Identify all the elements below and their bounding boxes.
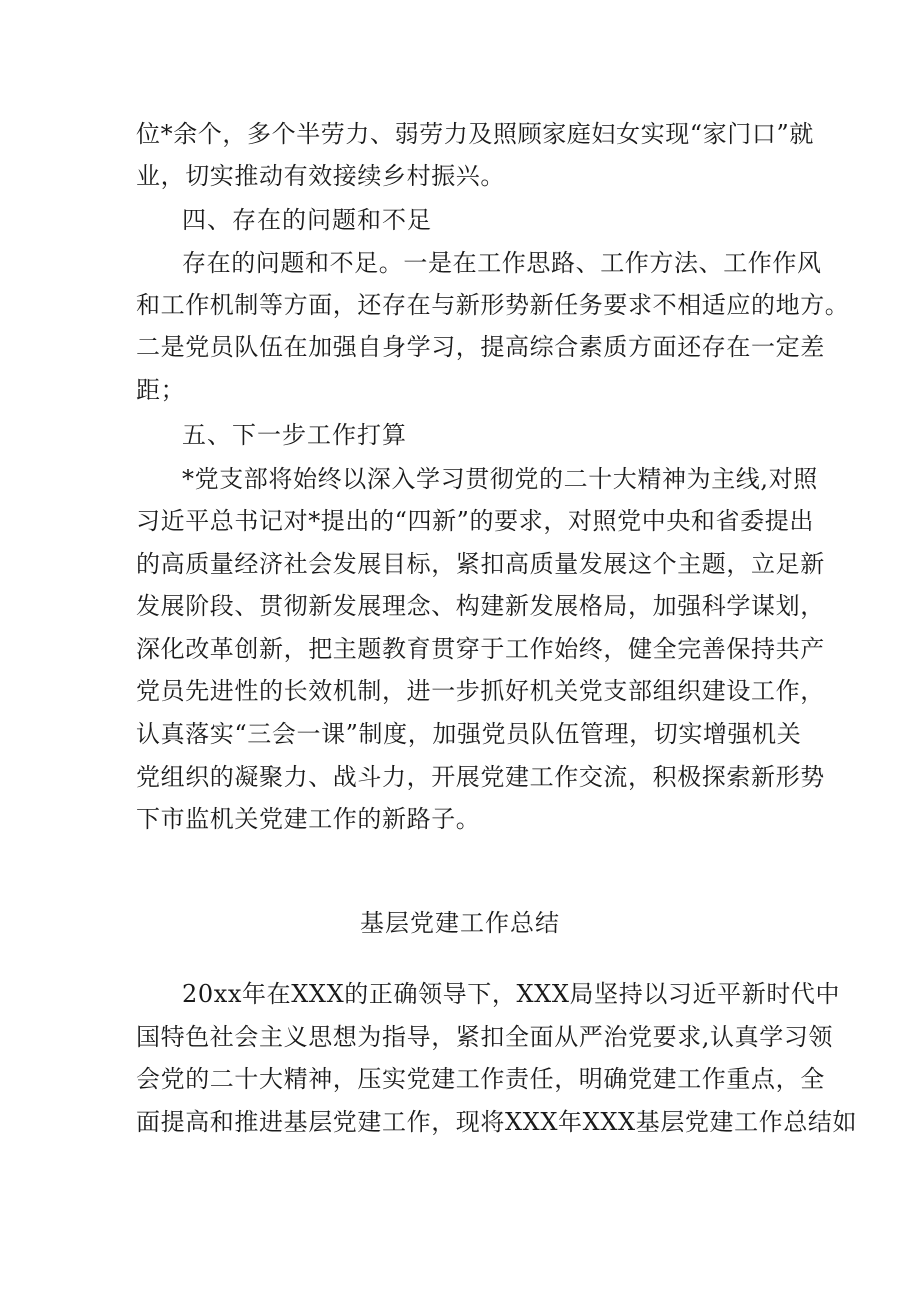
body-text-line: 和工作机制等方面，还存在与新形势新任务要求不相适应的地方。 <box>136 291 850 319</box>
body-text-line: 下市监机关党建工作的新路子。 <box>136 805 481 833</box>
body-text-line: 国特色社会主义思想为指导，紧扣全面从严治党要求,认真学习领 <box>136 1023 834 1051</box>
body-text-line: 认真落实“三会一课”制度，加强党员队伍管理，切实增强机关 <box>136 720 802 748</box>
document-title: 基层党建工作总结 <box>360 909 560 937</box>
section-heading: 五、下一步工作打算 <box>182 421 407 449</box>
body-text-line: 党组织的凝聚力、战斗力，开展党建工作交流，积极探索新形势 <box>136 763 825 791</box>
body-text-line: *党支部将始终以深入学习贯彻党的二十大精神为主线,对照 <box>182 465 818 493</box>
body-text-line: 业，切实推动有效接续乡村振兴。 <box>136 162 505 190</box>
body-text-line: 发展阶段、贯彻新发展理念、构建新发展格局，加强科学谋划， <box>136 592 825 620</box>
body-text-line: 20xx年在XXX的正确领导下，XXX局坚持以习近平新时代中 <box>182 980 841 1008</box>
section-heading: 四、存在的问题和不足 <box>182 206 432 234</box>
body-text-line: 存在的问题和不足。一是在工作思路、工作方法、工作作风 <box>182 249 822 277</box>
body-text-line: 位*余个，多个半劳力、弱劳力及照顾家庭妇女实现“家门口”就 <box>136 120 814 148</box>
body-text-line: 党员先进性的长效机制，进一步抓好机关党支部组织建设工作， <box>136 677 825 705</box>
body-text-line: 的高质量经济社会发展目标，紧扣高质量发展这个主题，立足新 <box>136 550 825 578</box>
body-text-line: 习近平总书记对*提出的“四新”的要求，对照党中央和省委提出 <box>136 507 814 535</box>
body-text-line: 二是党员队伍在加强自身学习，提高综合素质方面还存在一定差 <box>136 333 825 361</box>
body-text-line: 会党的二十大精神，压实党建工作责任，明确党建工作重点，全 <box>136 1065 825 1093</box>
body-text-line: 深化改革创新，把主题教育贯穿于工作始终，健全完善保持共产 <box>136 635 825 663</box>
body-text-line: 距； <box>136 376 186 404</box>
body-text-line: 面提高和推进基层党建工作，现将XXX年XXX基层党建工作总结如 <box>136 1108 858 1136</box>
